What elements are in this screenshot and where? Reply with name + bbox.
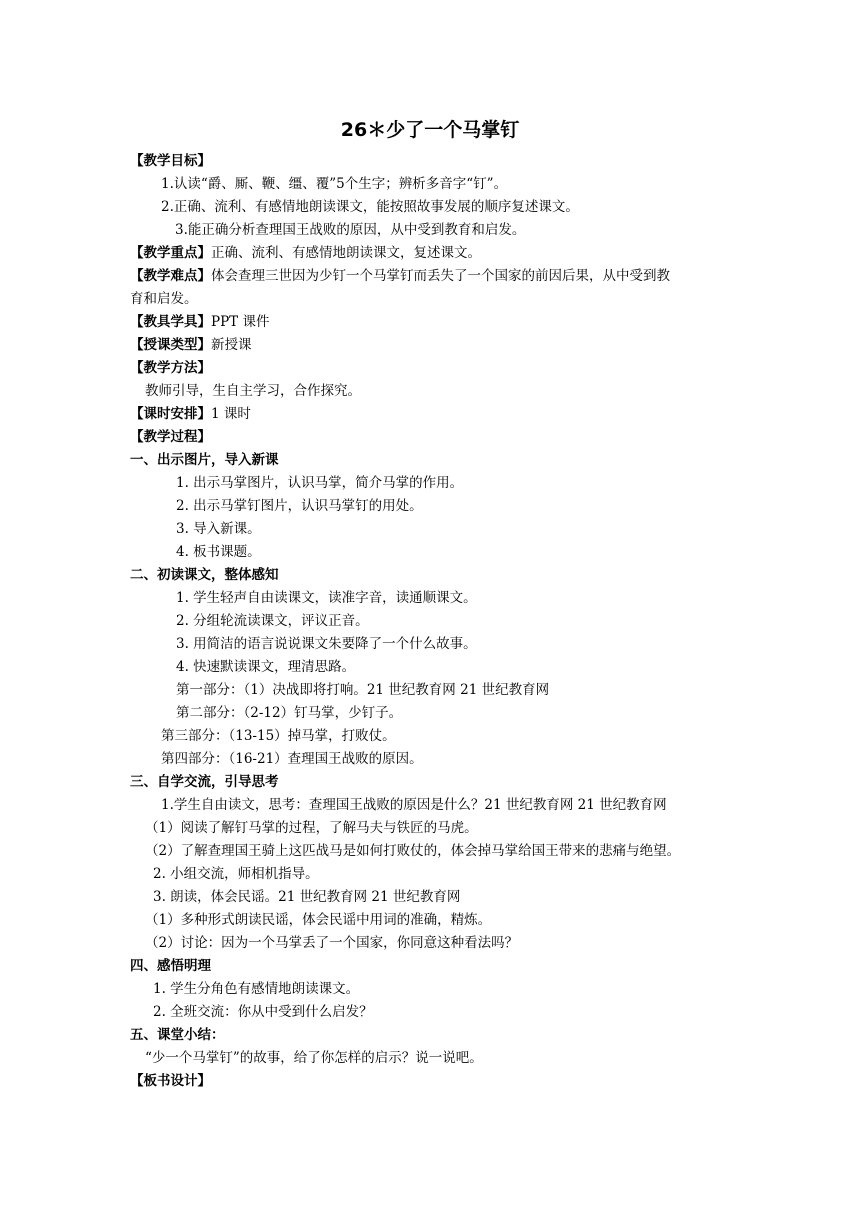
section-heading-3: 三、自学交流，引导思考 xyxy=(130,774,279,790)
difficulty-text: 体会查理三世因为少钉一个马掌钉而丢失了一个国家的前因后果，从中受到教 xyxy=(211,268,670,284)
list-item: 2. 小组交流，师相机指导。 xyxy=(153,866,319,882)
difficulty-text-cont: 育和启发。 xyxy=(130,291,198,307)
schedule-line xyxy=(130,404,251,424)
lesson-type-label: 【授课类型】 xyxy=(130,337,211,353)
section-heading-5: 五、课堂小结： xyxy=(130,1027,225,1043)
key-point-line xyxy=(130,243,481,263)
list-item: （1）阅读了解钉马掌的过程，了解马夫与铁匠的马虎。 xyxy=(145,820,478,836)
list-item: （2）讨论：因为一个马掌丢了一个国家，你同意这种看法吗？ xyxy=(145,935,519,951)
goal-item: 3.能正确分析查理国王战败的原因，从中受到教育和启发。 xyxy=(175,222,526,238)
part-line: 第四部分：（16-21）查理国王战败的原因。 xyxy=(161,751,423,767)
methods-text: 教师引导，生自主学习，合作探究。 xyxy=(145,383,361,399)
tools-text: PPT 课件 xyxy=(211,314,270,330)
tools-line xyxy=(130,312,269,332)
list-item: 1. 出示马掌图片，认识马掌，简介马掌的作用。 xyxy=(176,475,464,491)
list-item: （1）多种形式朗读民谣，体会民谣中用词的准确，精炼。 xyxy=(145,912,492,928)
tools-label: 【教具学具】 xyxy=(130,314,211,330)
list-item: 2. 出示马掌钉图片，认识马掌钉的用处。 xyxy=(176,498,423,514)
lesson-type-line xyxy=(130,335,252,355)
list-item: 3. 用简洁的语言说说课文朱要降了一个什么故事。 xyxy=(176,636,477,652)
methods-label: 【教学方法】 xyxy=(130,360,211,376)
goal-item: 2.正确、流利、有感情地朗读课文，能按照故事发展的顺序复述课文。 xyxy=(161,199,579,215)
list-item: 3. 导入新课。 xyxy=(176,521,261,537)
process-label: 【教学过程】 xyxy=(130,429,211,445)
list-item: 1. 学生分角色有感情地朗读课文。 xyxy=(153,981,360,997)
difficulty-line xyxy=(130,266,670,286)
part-line: 第一部分：（1）决战即将打响。21 世纪教育网 21 世纪教育网 xyxy=(176,682,550,698)
board-label: 【板书设计】 xyxy=(130,1073,211,1089)
goal-item: 1.认读“爵、厮、鞭、缰、覆”5个生字；辨析多音字“钉”。 xyxy=(161,176,508,192)
list-item: （2）了解查理国王骑上这匹战马是如何打败仗的，体会掉马掌给国王带来的悲痛与绝望。 xyxy=(145,843,681,859)
list-item: 2. 分组轮流读课文，评议正音。 xyxy=(176,613,369,629)
part-line: 第三部分：（13-15）掉马掌，打败仗。 xyxy=(161,728,396,744)
section-heading-2: 二、初读课文，整体感知 xyxy=(130,567,279,583)
section-heading-4: 四、感悟明理 xyxy=(130,958,211,974)
page-title: 26＊少了一个马掌钉 xyxy=(340,119,520,141)
section-heading-1: 一、出示图片，导入新课 xyxy=(130,452,279,468)
list-item: 3. 朗读，体会民谣。21 世纪教育网 21 世纪教育网 xyxy=(153,889,461,905)
list-item: 1.学生自由读文，思考：查理国王战败的原因是什么？21 世纪教育网 21 世纪教育网 xyxy=(161,797,667,813)
summary-text: “少一个马掌钉”的故事，给了你怎样的启示？说一说吧。 xyxy=(145,1050,483,1066)
lesson-type-text: 新授课 xyxy=(211,337,252,353)
list-item: 4. 快速默读课文，理清思路。 xyxy=(176,659,356,675)
schedule-text: 1 课时 xyxy=(211,406,251,422)
goals-label: 【教学目标】 xyxy=(130,153,211,169)
schedule-label: 【课时安排】 xyxy=(130,406,211,422)
list-item: 4. 板书课题。 xyxy=(176,544,261,560)
list-item: 1. 学生轻声自由读课文，读准字音，读通顺课文。 xyxy=(176,590,477,606)
part-line: 第二部分：（2-12）钉马掌，少钉子。 xyxy=(176,705,403,721)
key-point-text: 正确、流利、有感情地朗读课文，复述课文。 xyxy=(211,245,481,261)
difficulty-label: 【教学难点】 xyxy=(130,268,211,284)
key-point-label: 【教学重点】 xyxy=(130,245,211,261)
list-item: 2. 全班交流：你从中受到什么启发？ xyxy=(153,1004,373,1020)
